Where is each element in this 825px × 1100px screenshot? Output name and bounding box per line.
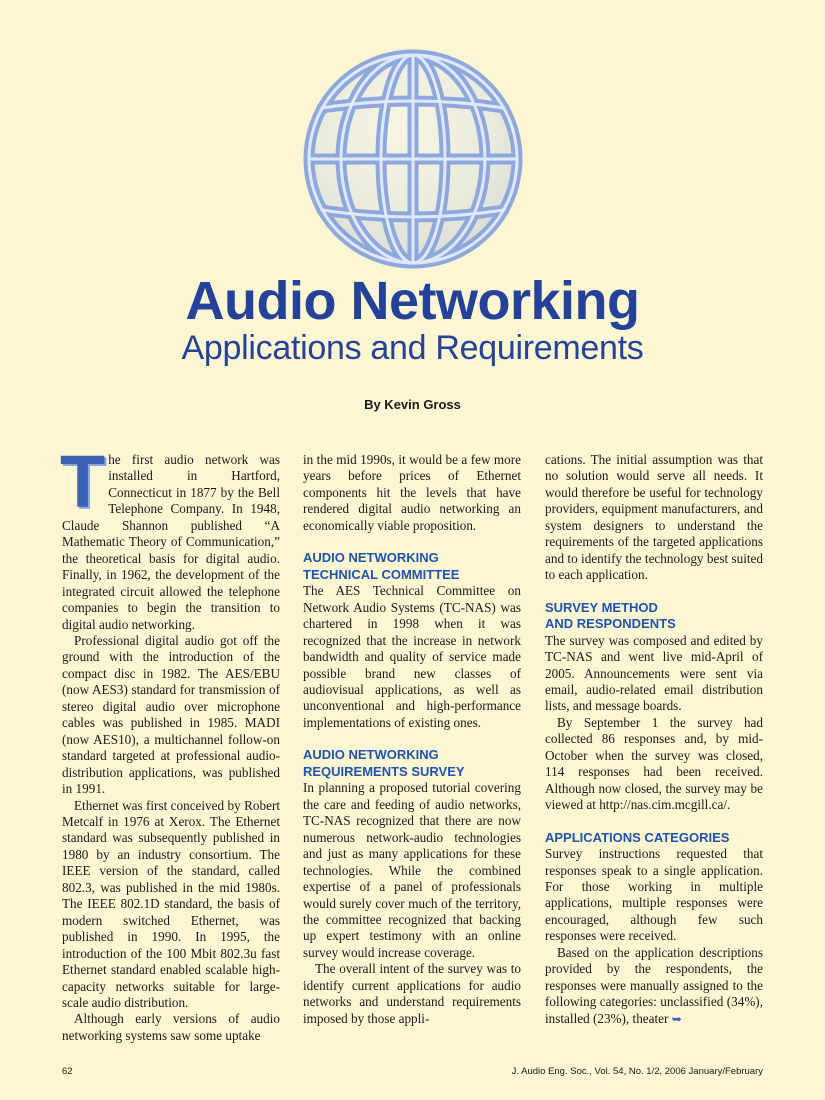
paragraph: Although early versions of audio networking systems saw some uptake <box>62 1011 280 1043</box>
article-subtitle: Applications and Requirements <box>181 329 644 367</box>
paragraph: Based on the application descriptions provided by the respondents, the responses were manually assigned to the following categories: unclassified (34%), installed (23%), theater ➥ <box>545 944 763 1026</box>
section-heading: AUDIO NETWORKING TECHNICAL COMMITTEE <box>303 550 460 582</box>
section-heading: APPLICATIONS CATEGORIES <box>545 829 730 845</box>
article-title: Audio Networking <box>185 271 640 331</box>
paragraph: The first audio network was installed in Hartford, Connecticut in 1877 by the Bell Telephone Company. In 1948, Claude Shannon published “A Mathematic Theory of Communication,” the theoretical basis for digital audio. Finally, in 1962, the development of the integrated circuit allowed the telephone companies to begin the transition to digital audio networking. <box>60 440 280 632</box>
column-2 <box>303 452 521 1027</box>
column-3 <box>545 452 763 1027</box>
paragraph: in the mid 1990s, it would be a few more years before prices of Ethernet components hit the levels that have rendered digital audio networking an economically viable proposition. <box>303 452 521 533</box>
paragraph: The overall intent of the survey was to identify current applications for audio networks and understand requirements imposed by those appli- <box>303 961 521 1026</box>
byline: By Kevin Gross <box>364 397 461 412</box>
paragraph: cations. The initial assumption was that no solution would serve all needs. It would therefore be useful for technology providers, equipment manufacturers, and system designers to understand the requirements of the targeted applications and to identify the technology best suited to each application. <box>545 452 763 583</box>
continue-arrow-icon: ➥ <box>671 1011 682 1026</box>
page-number: 62 <box>62 1066 73 1077</box>
paragraph: Ethernet was first conceived by Robert Metcalf in 1976 at Xerox. The Ethernet standard was subsequently published in 1980 by an industry consortium. The IEEE version of the standard, called 802.3, was published in the mid 1980s. The IEEE 802.1D standard, the basis of modern switched Ethernet, was published in 1990. In 1995, the introduction of the 100 Mbit 802.3u fast Ethernet standard enabled scalable high-capacity networks suitable for large-scale audio distribution. <box>62 797 280 1010</box>
paragraph: The AES Technical Committee on Network Audio Systems (TC-NAS) was chartered in 1998 when it was recognized that the increase in network bandwidth and quality of service made possible brand new classes of audiovisual applications, as well as unconventional and high-performance implementations of existing ones. <box>303 583 521 730</box>
paragraph: By September 1 the survey had collected 86 responses and, by mid-October when the survey was closed, 114 responses had been received. Although now closed, the survey may be viewed at http://nas.cim.mcgill.ca/. <box>545 714 763 813</box>
globe-icon <box>300 46 526 272</box>
paragraph: The survey was composed and edited by TC-NAS and went live mid-April of 2005. Announcements were sent via email, audio-related email distribution lists, and message boards. <box>545 632 763 714</box>
section-heading: SURVEY METHOD AND RESPONDENTS <box>545 599 676 632</box>
paragraph: In planning a proposed tutorial covering the care and feeding of audio networks, TC-NAS recognized that there are now numerous network-audio technologies and just as many applications for these technologies. While the combined expertise of a panel of professionals would surely cover much of the territory, the committee recognized that backing up expert testimony with an online survey would increase coverage. <box>303 780 521 960</box>
section-heading: AUDIO NETWORKING REQUIREMENTS SURVEY <box>303 747 465 779</box>
paragraph: Professional digital audio got off the ground with the introduction of the compact disc in 1982. The AES/EBU (now AES3) standard for transmission of stereo digital audio over microphone cables was published in 1985. MADI (now AES10), a multichannel follow-on standard targeted at professional audio-distribution applications, was published in 1991. <box>62 632 280 797</box>
drop-cap: T <box>60 440 106 523</box>
column-1 <box>60 440 280 1044</box>
paragraph: Survey instructions requested that responses speak to a single application. For those working in multiple applications, multiple responses were encouraged, although few such responses were received. <box>545 846 763 944</box>
journal-citation: J. Audio Eng. Soc., Vol. 54, No. 1/2, 2006 January/February <box>511 1066 763 1077</box>
